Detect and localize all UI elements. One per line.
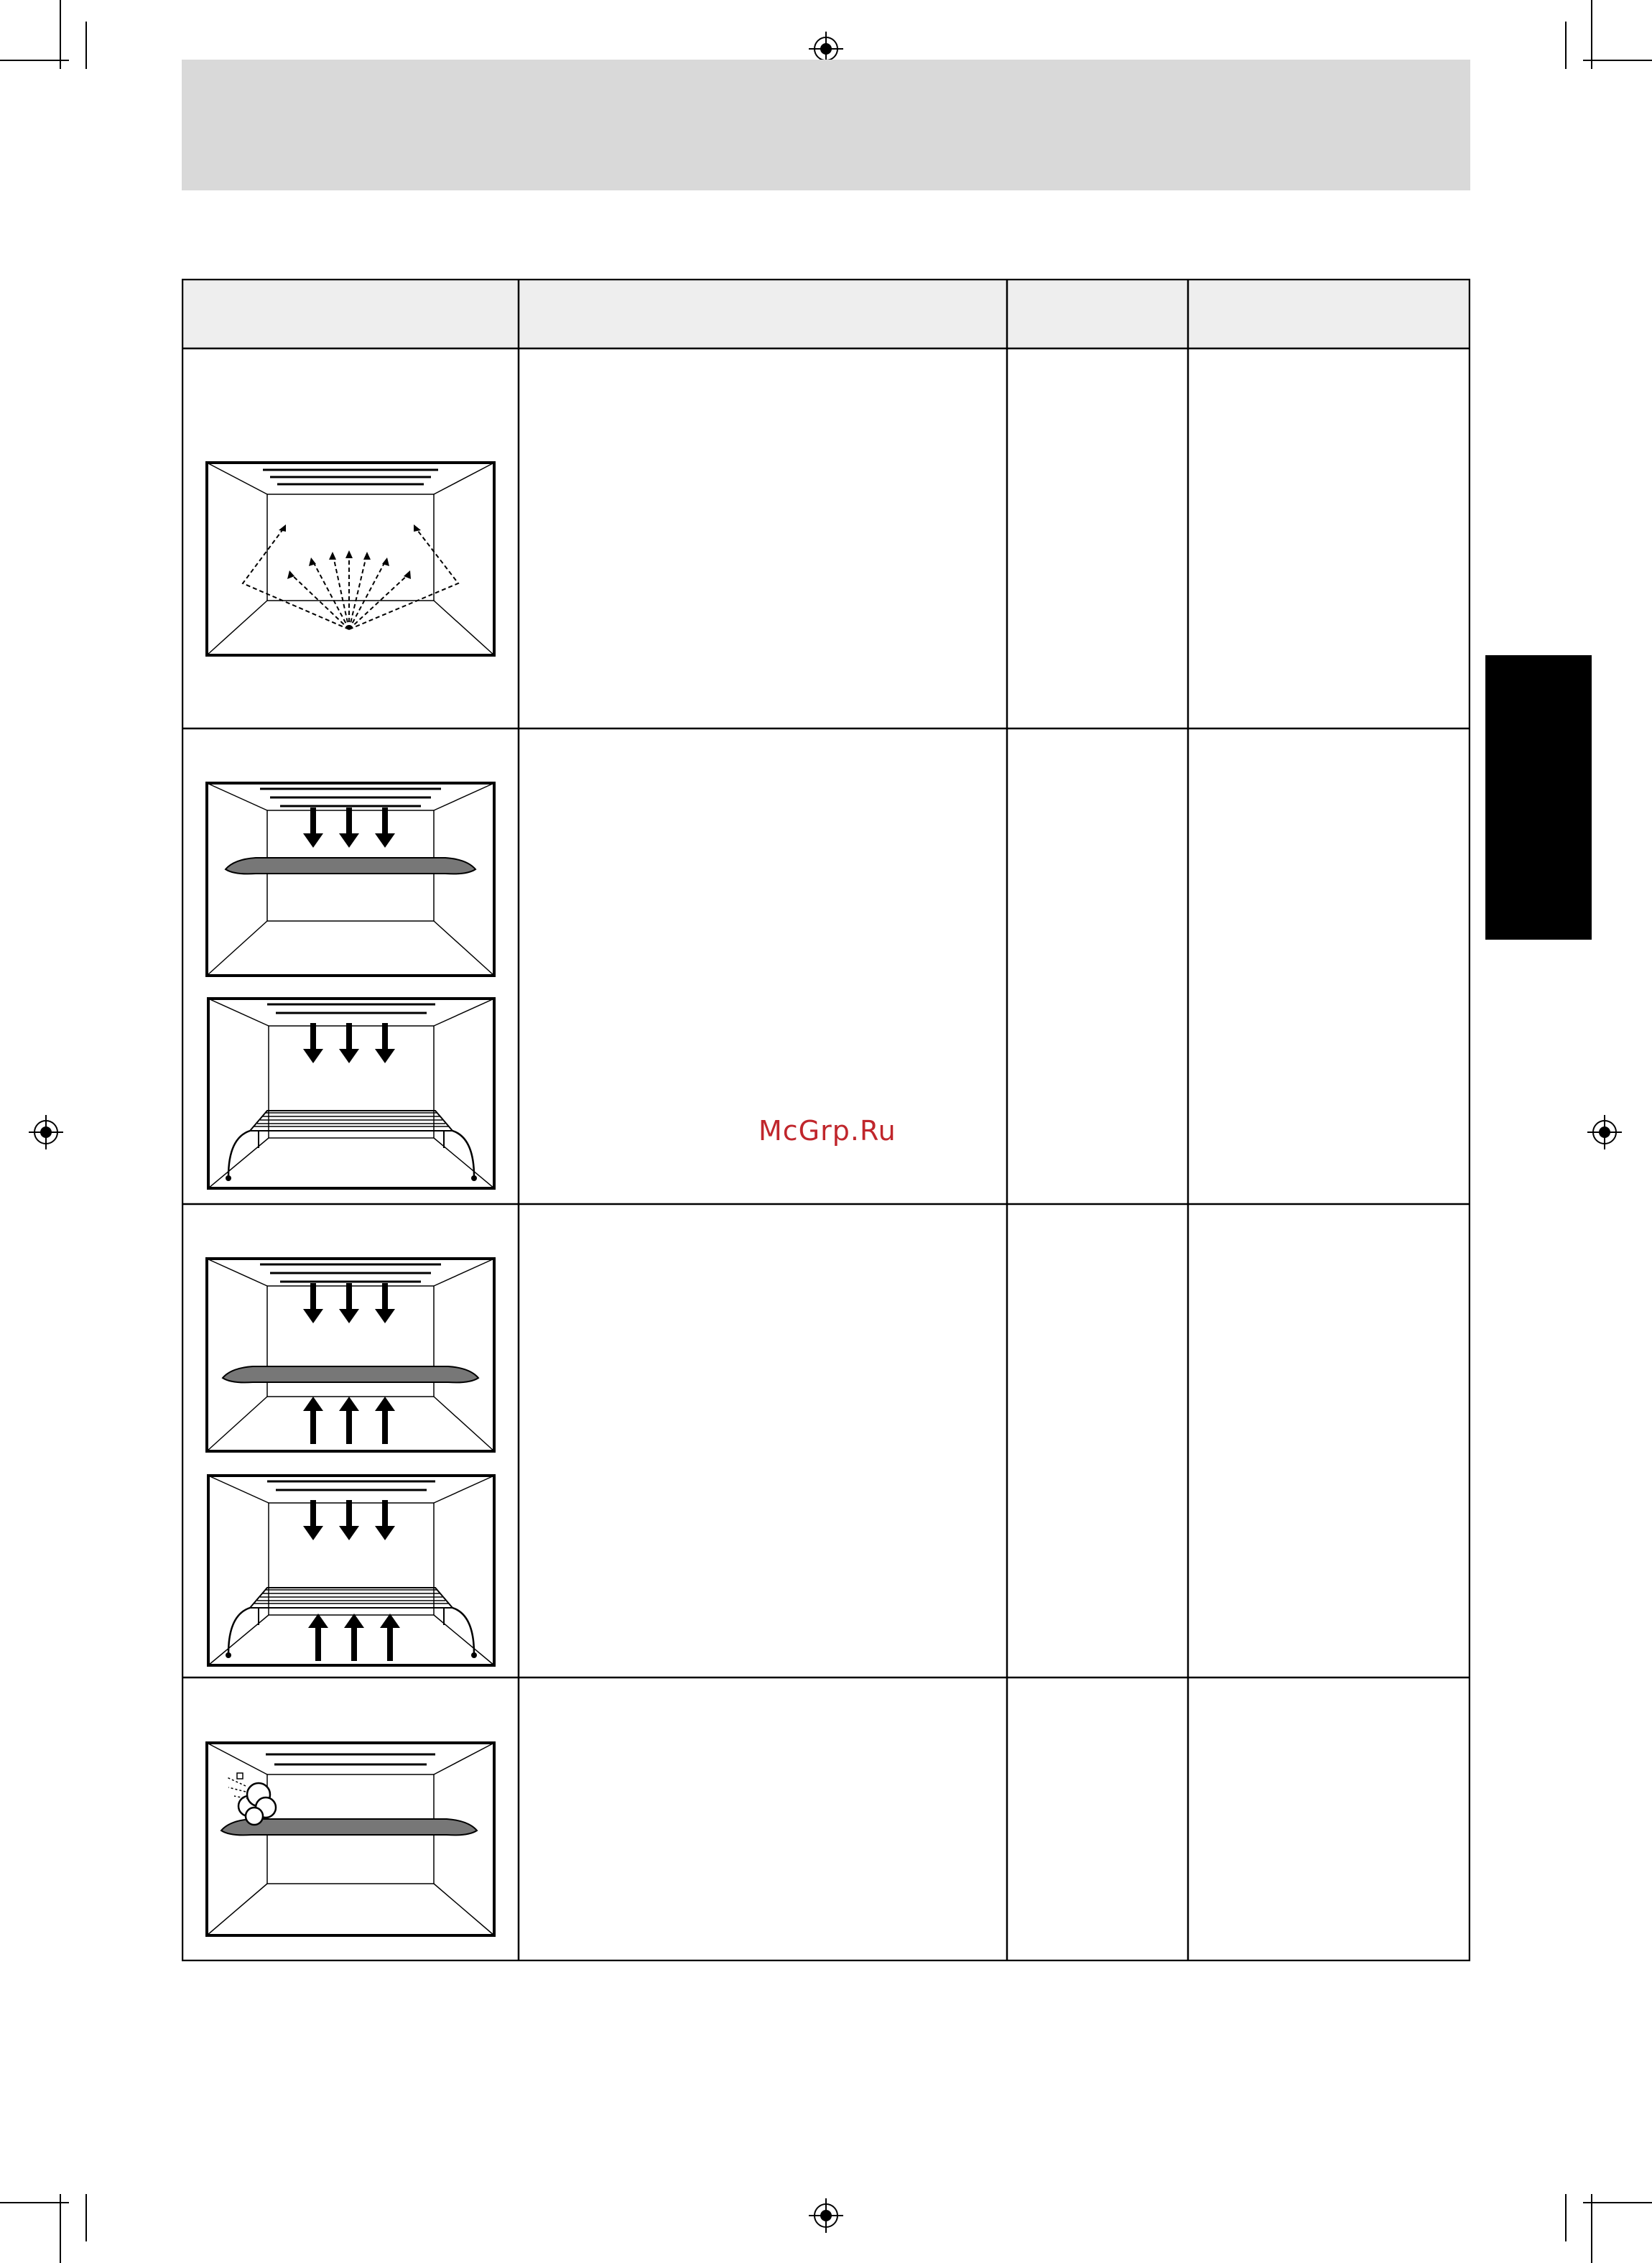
page-header-bar [182,60,1470,190]
top-grill-rack-icon [207,997,496,1190]
registration-mark-icon [807,2197,845,2238]
section-side-tab [1485,655,1592,940]
microwave-radiation-icon [205,461,496,657]
registration-mark-icon [1586,1114,1623,1154]
registration-mark-icon [27,1114,65,1154]
top-bottom-heat-tray-icon [205,1257,496,1453]
table-header-row [182,279,1470,348]
top-grill-tray-icon [205,782,496,977]
watermark-text: McGrp.Ru [758,1115,896,1147]
steam-icon [205,1741,496,1937]
top-bottom-heat-rack-icon [207,1474,496,1667]
